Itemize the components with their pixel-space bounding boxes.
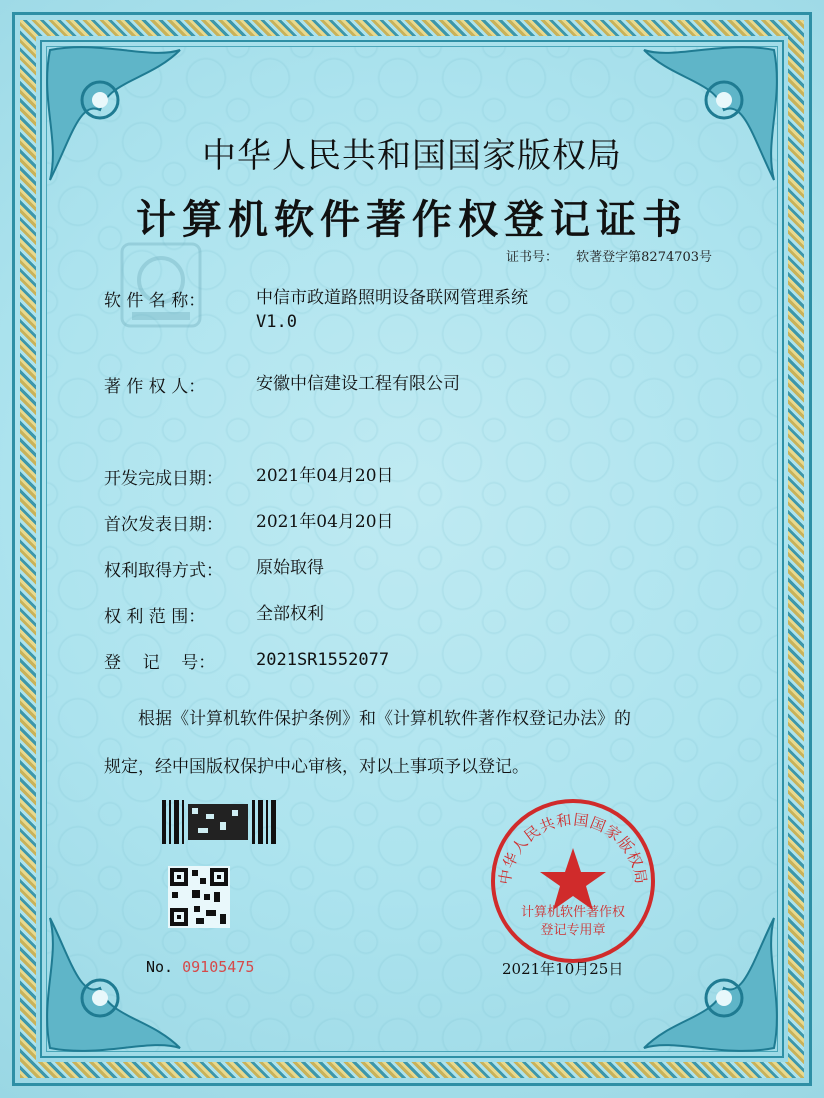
owner-value: 安徽中信建设工程有限公司 bbox=[256, 374, 460, 394]
certificate-title: 计算机软件著作权登记证书 bbox=[136, 196, 688, 243]
statement-line-1: 根据《计算机软件保护条例》和《计算机软件著作权登记办法》的 bbox=[138, 709, 631, 729]
seal-ring-text: 中华人民共和国国家版权局 bbox=[495, 810, 651, 886]
field-acquire bbox=[104, 556, 324, 581]
official-seal-icon bbox=[488, 796, 658, 966]
certificate-number-label: 证书号： bbox=[506, 250, 559, 265]
serial-value: 09105475 bbox=[182, 958, 255, 976]
serial-label: No. bbox=[146, 958, 174, 976]
reg-no-value: 2021SR1552077 bbox=[256, 650, 390, 670]
seal-line-2: 登记专用章 bbox=[540, 923, 606, 938]
field-label: 首次发表日期： bbox=[104, 515, 223, 535]
scope-value: 全部权利 bbox=[256, 604, 324, 624]
seal-line-1: 计算机软件著作权 bbox=[520, 905, 625, 920]
field-label: 权利取得方式： bbox=[104, 561, 223, 581]
software-name-value: 中信市政道路照明设备联网管理系统 bbox=[256, 288, 528, 308]
field-owner bbox=[104, 372, 460, 397]
field-label: 登 记 号： bbox=[104, 653, 216, 673]
dev-date-value: 2021年04月20日 bbox=[256, 466, 394, 486]
issue-date: 2021年10月25日 bbox=[502, 960, 624, 978]
field-dev-date bbox=[104, 464, 394, 489]
field-label: 开发完成日期： bbox=[104, 469, 223, 489]
statement-line-2: 规定，经中国版权保护中心审核，对以上事项予以登记。 bbox=[104, 757, 529, 777]
pub-date-value: 2021年04月20日 bbox=[256, 512, 394, 532]
field-reg-no bbox=[104, 648, 389, 673]
field-pub-date bbox=[104, 510, 394, 535]
seal-inner-text bbox=[488, 904, 658, 940]
field-label: 权 利 范 围： bbox=[104, 607, 206, 627]
certificate-number bbox=[506, 246, 712, 265]
acquire-value: 原始取得 bbox=[256, 558, 324, 578]
field-label: 软 件 名 称： bbox=[104, 291, 206, 311]
field-scope bbox=[104, 602, 324, 627]
field-label: 著 作 权 人： bbox=[104, 377, 206, 397]
software-version-value: V1.0 bbox=[256, 312, 297, 332]
certificate-number-value: 软著登字第8274703号 bbox=[576, 250, 713, 265]
barcode-icon bbox=[162, 800, 278, 844]
field-software-name bbox=[104, 286, 528, 334]
issuer-title: 中华人民共和国国家版权局 bbox=[202, 136, 622, 176]
serial-number bbox=[146, 958, 254, 976]
qr-code-icon bbox=[168, 866, 230, 928]
corner-ornament-bottom-left bbox=[40, 908, 190, 1058]
